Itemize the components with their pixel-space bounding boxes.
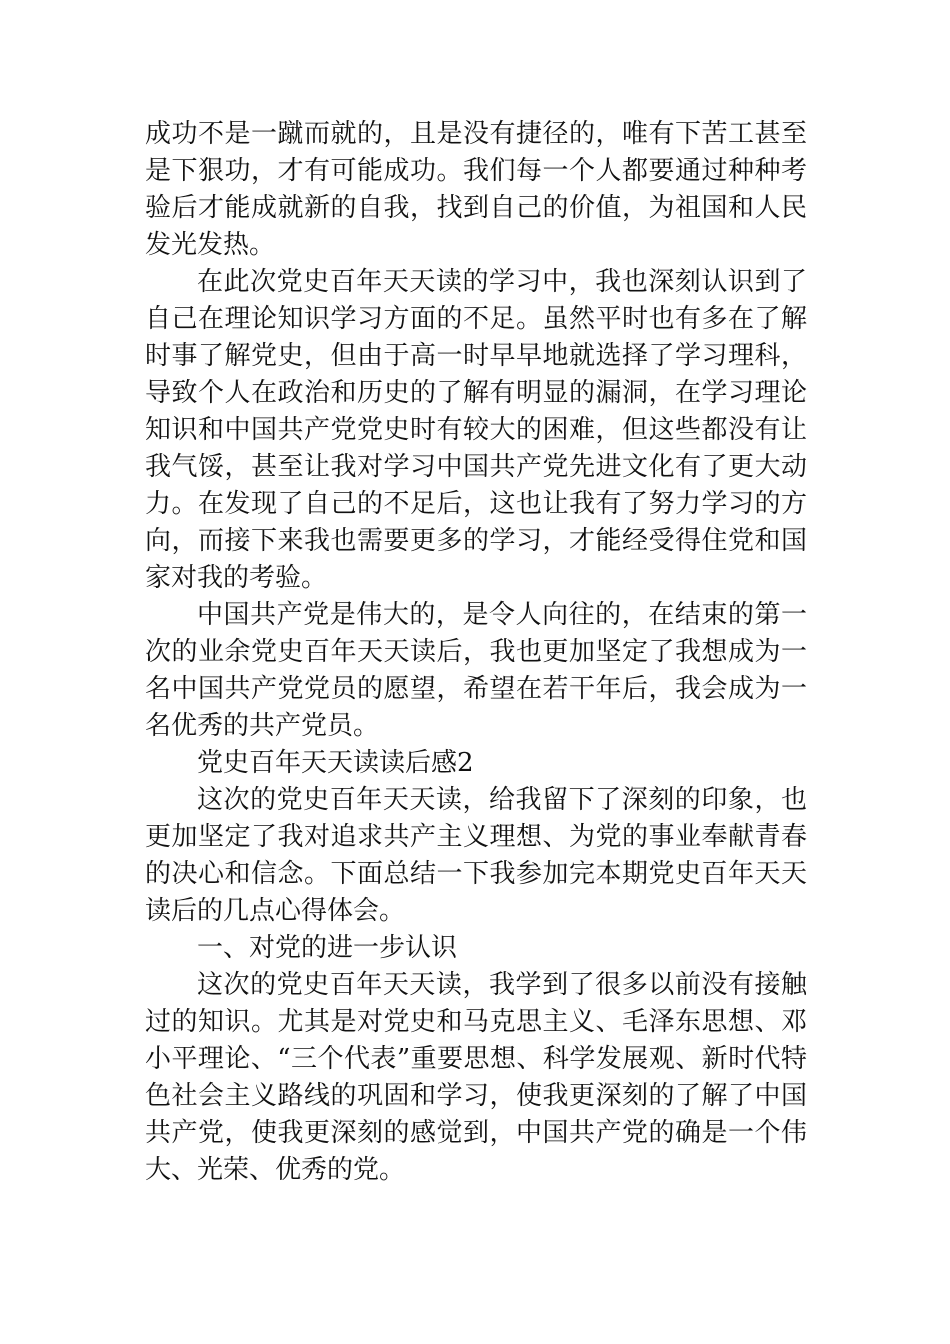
section-heading: 党史百年天天读读后感2 [197, 748, 474, 778]
body-paragraph: 这次的党史百年天天读，给我留下了深刻的印象，也更加坚定了我对追求共产主义理想、为党的事业奉献青春的决心和信念。下面总结一下我参加完本期党史百年天天读后的几点心得体会。 [145, 785, 807, 926]
subsection-heading: 一、对党的进一步认识 [197, 933, 458, 963]
body-paragraph: 在此次党史百年天天读的学习中，我也深刻认识到了自己在理论知识学习方面的不足。虽然平时也有多在了解时事了解党史，但由于高一时早早地就选择了学习理科，导致个人在政治和历史的了解有明显的漏洞，在学习理论知识和中国共产党党史时有较大的困难，但这些都没有让我气馁，甚至让我对学习中国共产党先进文化有了更大动力。在发现了自己的不足后，这也让我有了努力学习的方向，而接下来我也需要更多的学习，才能经受得住党和国家对我的考验。 [145, 267, 807, 593]
body-paragraph: 这次的党史百年天天读，我学到了很多以前没有接触过的知识。尤其是对党史和马克思主义、毛泽东思想、邓小平理论、“三个代表”重要思想、科学发展观、新时代特色社会主义路线的巩固和学习，使我更深刻的了解了中国共产党，使我更深刻的感觉到，中国共产党的确是一个伟大、光荣、优秀的党。 [145, 970, 807, 1185]
document-page [145, 116, 807, 1189]
body-paragraph: 中国共产党是伟大的，是令人向往的，在结束的第一次的业余党史百年天天读后，我也更加坚定了我想成为一名中国共产党党员的愿望，希望在若干年后，我会成为一名优秀的共产党员。 [145, 600, 807, 741]
body-paragraph: 成功不是一蹴而就的，且是没有捷径的，唯有下苦工甚至是下狠功，才有可能成功。我们每一个人都要通过种种考验后才能成就新的自我，找到自己的价值，为祖国和人民发光发热。 [145, 119, 807, 260]
